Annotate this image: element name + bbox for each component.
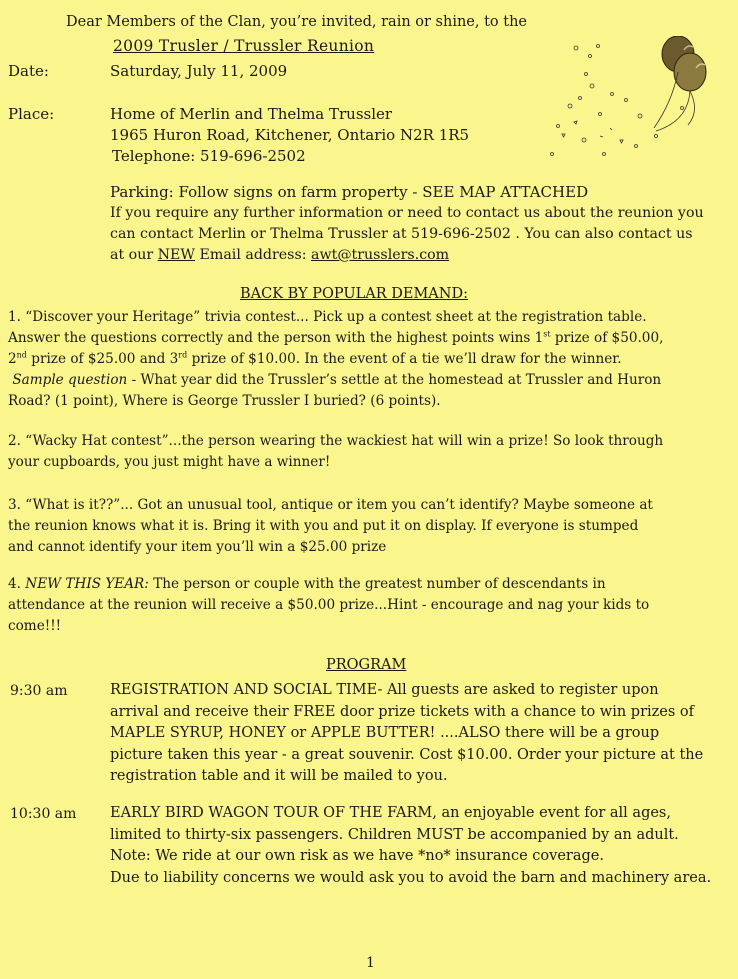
program-item-wagon-tour: EARLY BIRD WAGON TOUR OF THE FARM, an enjoyable event for all ages, limited to thirty-six passengers. Children MUST be accompanied by an adult. Note: We ride at our own risk as we have *no* insurance coverage. Due to liability concerns we would ask you to avoid the barn and machinery area.: [110, 805, 712, 886]
program-time-2: 10:30 am: [10, 806, 77, 822]
contest-1: 1. “Discover your Heritage” trivia contest... Pick up a contest sheet at the registration table. Answer the questions correctly and the person with the highest points wins 1st prize of $50.00, 2nd prize of $25.00 and 3rd prize of $10.00. In the event of a tie we’ll draw for the winner. Sample question - What year did the Trussler’s settle at the homestead at Trussler and Huron Road? (1 point), Where is George Trussler I buried? (6 points).: [8, 309, 664, 409]
program-item-registration: REGISTRATION AND SOCIAL TIME- All guests are asked to register upon arrival and receive their FREE door prize tickets with a chance to win prizes of MAPLE SYRUP, HONEY or APPLE BUTTER! ....ALSO there will be a group picture taken this year - a great souvenir. Cost $10.00. Order your picture at the registration table and it will be mailed to you.: [110, 682, 704, 784]
contest-3: 3. “What is it??”... Got an unusual tool, antique or item you can’t identify? Maybe someone at the reunion knows what it is. Bring it with you and put it on display. If everyone is stumped and cannot identify your item you’ll win a $25.00 prize: [8, 497, 653, 555]
email-link[interactable]: awt@trusslers.com: [311, 247, 450, 263]
program-time-1: 9:30 am: [10, 683, 68, 699]
invitation-intro: Dear Members of the Clan, you’re invited, rain or shine, to the: [66, 14, 528, 30]
place-line-2: 1965 Huron Road, Kitchener, Ontario N2R 1R5: [110, 126, 470, 144]
section-heading: BACK BY POPULAR DEMAND:: [240, 286, 468, 302]
place-label: Place:: [8, 105, 55, 123]
place-line-1: Home of Merlin and Thelma Trussler: [110, 105, 393, 123]
new-label: NEW: [157, 247, 195, 263]
new-this-year-label: NEW THIS YEAR:: [25, 576, 149, 592]
page-number: 1: [366, 955, 375, 971]
contest-2: 2. “Wacky Hat contest”...the person wearing the wackiest hat will win a prize! So look through your cupboards, you just might have a winner!: [8, 433, 664, 470]
contact-line-3: at our NEW Email address: awt@trusslers.com: [110, 247, 450, 263]
sample-question-label: Sample question: [12, 372, 128, 388]
date-label: Date:: [8, 62, 49, 80]
place-line-3: Telephone: 519-696-2502: [112, 147, 306, 165]
reunion-title: 2009 Trusler / Trussler Reunion: [113, 37, 375, 55]
contact-line-2: can contact Merlin or Thelma Trussler at 519-696-2502 . You can also contact us: [110, 226, 693, 242]
parking-info: Parking: Follow signs on farm property - SEE MAP ATTACHED: [110, 183, 589, 201]
date-value: Saturday, July 11, 2009: [110, 62, 288, 80]
contact-line-1: If you require any further information or need to contact us about the reunion you: [110, 205, 704, 221]
balloons-clipart-icon: [540, 36, 715, 166]
program-heading: PROGRAM: [326, 657, 407, 673]
contest-4: 4. NEW THIS YEAR: The person or couple with the greatest number of descendants in attendance at the reunion will receive a $50.00 prize...Hint - encourage and nag your kids to come!!!: [8, 576, 650, 634]
